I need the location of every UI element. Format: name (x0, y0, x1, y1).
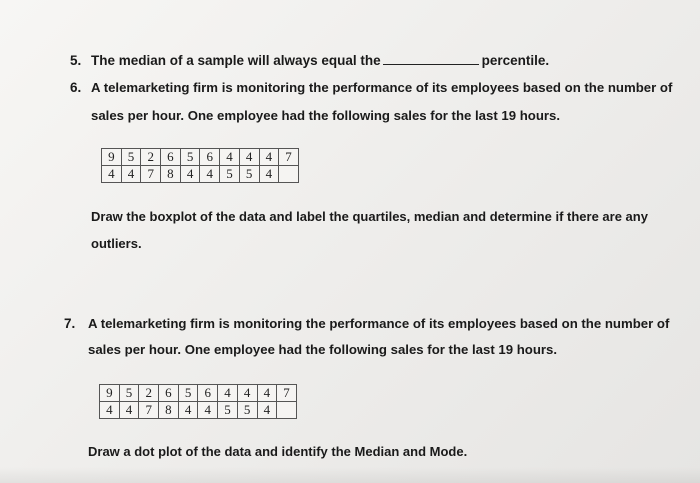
question-5-text (91, 53, 549, 68)
table-cell: 4 (200, 166, 220, 183)
table-cell: 7 (277, 385, 297, 402)
table-cell: 5 (218, 402, 238, 419)
table-cell: 4 (257, 385, 277, 402)
table-cell: 4 (100, 402, 120, 419)
table-cell: 9 (102, 149, 122, 166)
table-cell: 4 (119, 402, 139, 419)
table-cell: 6 (159, 385, 179, 402)
table-cell: 8 (159, 402, 179, 419)
table-row (102, 166, 299, 183)
table-cell: 5 (121, 149, 141, 166)
table-cell: 4 (259, 166, 279, 183)
table-cell: 5 (178, 385, 198, 402)
question-7-number: 7. (64, 316, 76, 331)
table-cell: 6 (198, 385, 218, 402)
table-cell: 6 (161, 149, 181, 166)
question-7-instruction: Draw a dot plot of the data and identify the Median and Mode. (88, 444, 468, 459)
table-cell: 6 (200, 149, 220, 166)
table-cell: 5 (237, 402, 257, 419)
question-7-data-table (99, 384, 297, 419)
page-shadow (0, 467, 700, 483)
table-cell: 5 (180, 149, 200, 166)
table-cell: 4 (259, 149, 279, 166)
question-7-line-1: A telemarketing firm is monitoring the performance of its employees based on the number of (88, 316, 670, 331)
table-row (102, 149, 299, 166)
table-cell: 8 (161, 166, 181, 183)
table-cell: 4 (121, 166, 141, 183)
table-cell: 5 (239, 166, 259, 183)
table-cell: 7 (279, 149, 299, 166)
table-cell: 5 (220, 166, 240, 183)
question-6-number: 6. (70, 80, 82, 95)
table-cell: 4 (178, 402, 198, 419)
question-5-text-after: percentile. (481, 53, 550, 68)
table-cell: 5 (119, 385, 139, 402)
table-cell: 7 (141, 166, 161, 183)
table-cell: 7 (139, 402, 159, 419)
table-cell-empty (277, 402, 297, 419)
table-row (100, 385, 297, 402)
table-cell: 4 (218, 385, 238, 402)
table-cell: 4 (237, 385, 257, 402)
table-cell: 4 (239, 149, 259, 166)
table-cell: 2 (141, 149, 161, 166)
question-6-instruction-1: Draw the boxplot of the data and label the quartiles, median and determine if there are any (91, 209, 648, 224)
table-cell: 4 (102, 166, 122, 183)
table-cell: 4 (198, 402, 218, 419)
question-5-text-before: The median of a sample will always equal the (91, 53, 381, 68)
table-cell: 9 (100, 385, 120, 402)
question-6-data-table (101, 148, 299, 183)
question-6-line-2: sales per hour. One employee had the following sales for the last 19 hours. (91, 108, 561, 123)
table-row (100, 402, 297, 419)
question-5-number: 5. (70, 53, 82, 68)
table-cell: 4 (257, 402, 277, 419)
answer-blank (383, 53, 479, 65)
table-cell: 4 (220, 149, 240, 166)
question-7-line-2: sales per hour. One employee had the following sales for the last 19 hours. (88, 342, 558, 357)
table-cell-empty (279, 166, 299, 183)
table-cell: 2 (139, 385, 159, 402)
question-6-line-1: A telemarketing firm is monitoring the performance of its employees based on the number of (91, 80, 673, 95)
question-6-instruction-2: outliers. (91, 236, 142, 251)
table-cell: 4 (180, 166, 200, 183)
